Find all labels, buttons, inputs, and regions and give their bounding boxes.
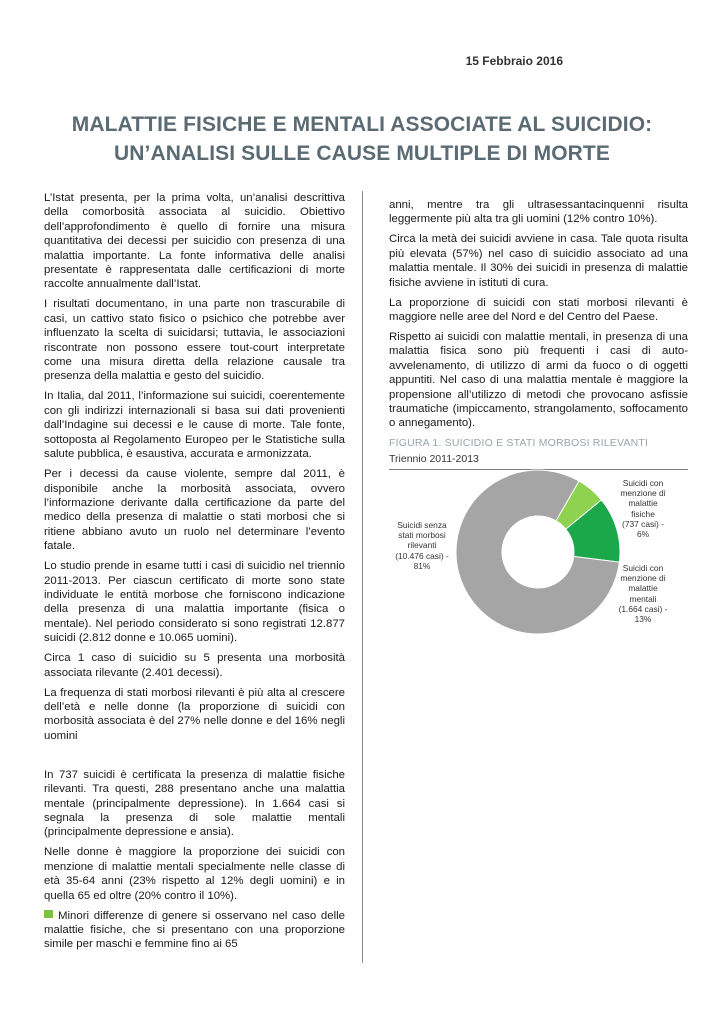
green-square-bullet-icon [44, 910, 53, 918]
title-line-1: MALATTIE FISICHE E MENTALI ASSOCIATE AL SUICIDIO: [71, 113, 653, 136]
paragraph: L’Istat presenta, per la prima volta, un’analisi descrittiva della comorbosità associata al suicidio. Obiettivo dell’approfondimento è quello di fornire una misura quantitativa dei decessi per suicidio con presenza di una malattia importante. La fonte informativa delle analisi presentate è rappresentata dalle certificazioni di morte raccolte annualmente dall’Istat. [44, 192, 345, 291]
spacer [44, 749, 345, 768]
figure-subtitle: Triennio 2011-2013 [389, 452, 479, 465]
paragraph: Per i decessi da cause violente, sempre dal 2011, è disponibile anche la morbosità associata, ovvero l’informazione derivante dalla certificazione da parte del medico della presenza di malattie o stati morbosi che si ritiene abbiano avuto un ruolo nel determinare l’evento fatale. [44, 468, 345, 553]
figure-title: FIGURA 1. SUICIDIO E STATI MORBOSI RILEVANTI [389, 437, 649, 450]
paragraph: anni, mentre tra gli ultrasessantacinquenni risulta leggermente più alta tra gli uomini (12% contro 10%). [389, 199, 688, 226]
paragraph: I risultati documentano, in una parte non trascurabile di casi, un cattivo stato fisico o psichico che potrebbe aver influenzato la scelta di suicidarsi; tuttavia, le associazioni riscontrate non possono essere tout-court interpretate come una misura diretta della relazione causale tra presenza della malattia e gesto del suicidio. [44, 298, 345, 383]
right-column [389, 198, 688, 470]
left-column [44, 191, 345, 957]
paragraph: Circa la metà dei suicidi avviene in casa. Tale quota risulta più elevata (57%) nel caso di suicidio associato ad una malattia mentale. Il 30% dei suicidi in presenza di malattie fisiche avviene in istituti di cura. [389, 233, 688, 289]
column-divider [362, 191, 363, 963]
slice-label-fisiche: Suicidi con menzione di malattie fisiche (737 casi) - 6% [620, 478, 666, 540]
donut-chart [389, 468, 688, 638]
title-line-2: UN’ANALISI SULLE CAUSE MULTIPLE DI MORTE [114, 142, 610, 165]
paragraph: La frequenza di stati morbosi rilevanti è più alta al crescere dell’età e nelle donne (la proporzione di suicidi con morbosità associata è del 27% nelle donne e del 16% negli uomini [44, 686, 345, 742]
paragraph: Circa 1 caso di suicidio su 5 presenta una morbosità associata rilevante (2.401 decessi). [44, 652, 345, 679]
paragraph: In Italia, dal 2011, l’informazione sui suicidi, coerentemente con gli indirizzi internazionali si basa sui dati provenienti dall’Indagine sui decessi e le cause di morte. Tale fonte, sottoposta al Regolamento Europeo per le Statistiche sulla salute pubblica, è esaustiva, accurata e armonizzata. [44, 390, 345, 461]
slice-label-senza: Suicidi senza stati morbosi rilevanti (10.476 casi) - 81% [395, 520, 449, 571]
page-title [0, 110, 724, 168]
paragraph: Lo studio prende in esame tutti i casi di suicidio nel triennio 2011-2013. Per ciascun certificato di morte sono state individuate le entità morbose che forniscono indicazione della presenza di una malattia importante (fisica o mentale). Nel periodo considerato si sono registrati 12.877 suicidi (2.812 donne e 10.065 uomini). [44, 560, 345, 645]
bullet-paragraph [44, 909, 345, 952]
paragraph: In 737 suicidi è certificata la presenza di malattie fisiche rilevanti. Tra questi, 288 presentano anche una malattia mentale (principalmente depressione). In 1.664 casi si segnala la presenza di sole malattie mentali (principalmente depressione e ansia). [44, 768, 345, 839]
paragraph: Rispetto ai suicidi con malattie mentali, in presenza di una malattia fisica sono più frequenti i casi di auto-avvelenamento, di utilizzo di armi da fuoco o di oggetti appuntiti. Nel caso di una malattia mentale è maggiore la propensione all’utilizzo di metodi che provocano asfissie traumatiche (impiccamento, strangolamento, soffocamento o annegamento). [389, 331, 688, 430]
paragraph: Nelle donne è maggiore la proporzione dei suicidi con menzione di malattie mentali specialmente nelle classe di età 35-64 anni (23% rispetto al 12% degli uomini) e in quella 65 ed oltre (20% contro il 10%). [44, 846, 345, 902]
paragraph: La proporzione di suicidi con stati morbosi rilevanti è maggiore nelle aree del Nord e del Centro del Paese. [389, 296, 688, 324]
slice-label-mentali: Suicidi con menzione di malattie mentali (1.664 casi) - 13% [618, 563, 668, 625]
report-date: 15 Febbraio 2016 [465, 54, 563, 68]
bullet-text: Minori differenze di genere si osservano nel caso delle malattie fisiche, che si presentano con una proporzione simile per maschi e femmine fino ai 65 [44, 909, 345, 951]
